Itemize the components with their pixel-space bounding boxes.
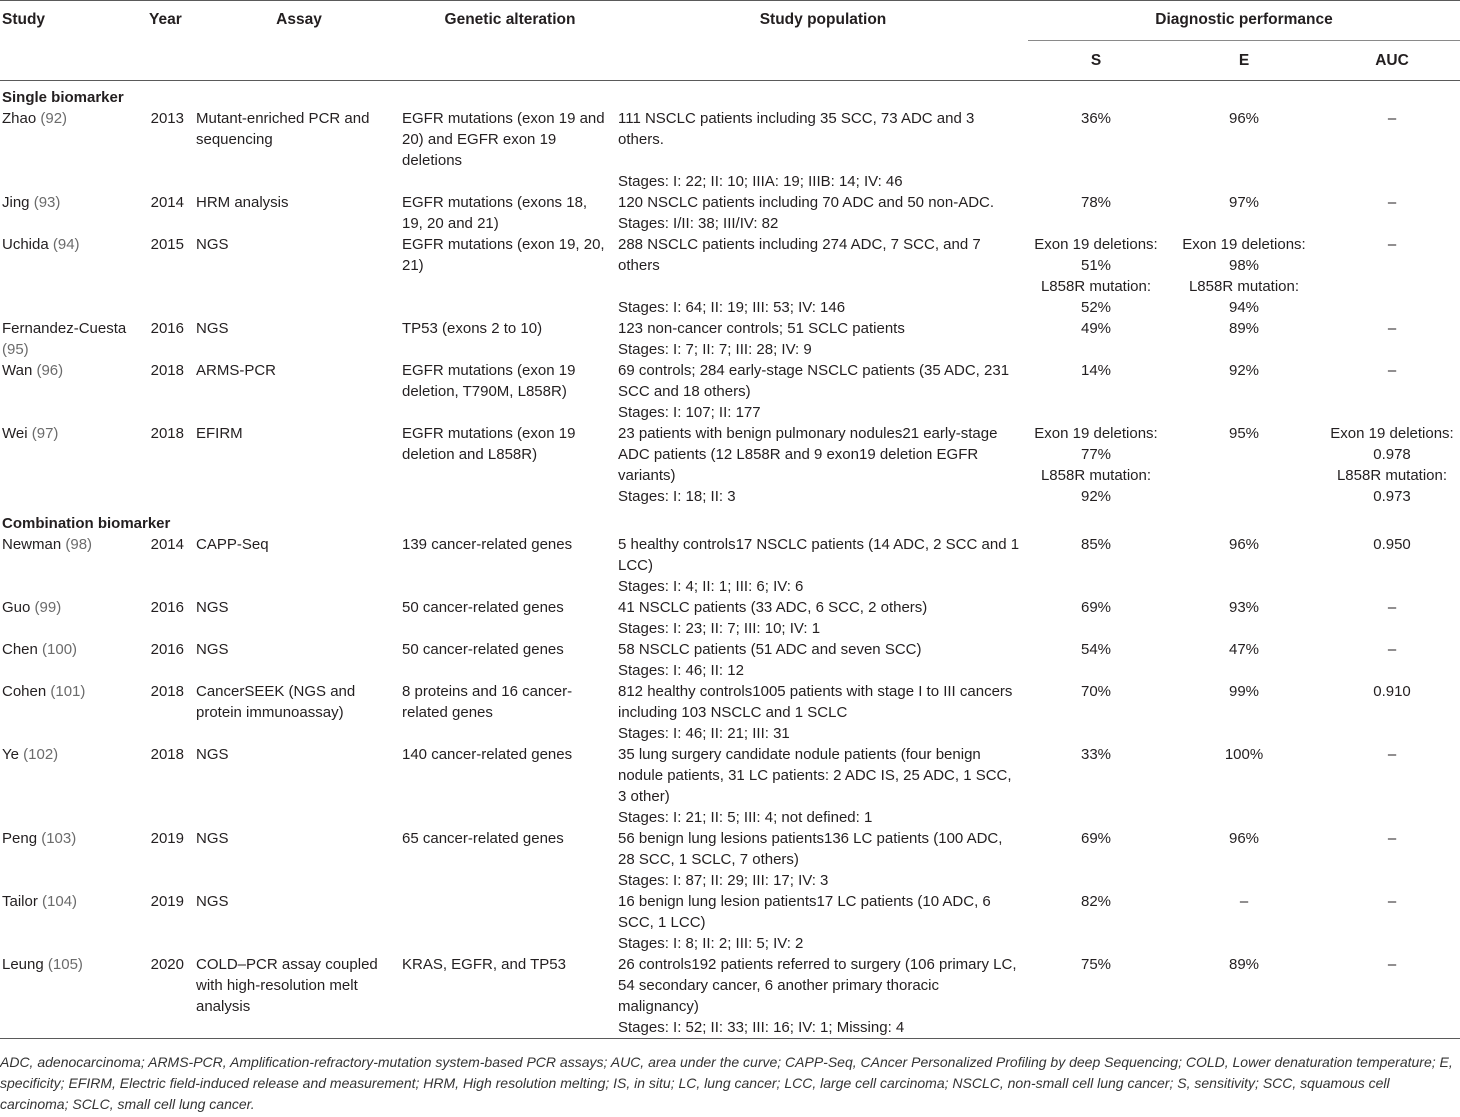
cell-genetic-alteration: EGFR mutations (exons 18, 19, 20 and 21)	[402, 194, 588, 232]
study-author: Peng	[2, 830, 38, 847]
cell-line: 33%	[1080, 746, 1112, 763]
cell-line: Stages: I: 22; II: 10; IIIA: 19; IIIB: 14; IV: 46	[618, 173, 903, 190]
header-year: Year	[134, 1, 196, 81]
cell-study-population	[618, 954, 1028, 1039]
cell-year: 2016	[150, 599, 184, 616]
cell-line: 96%	[1228, 830, 1260, 847]
cell-auc	[1324, 639, 1460, 681]
cell-line: Stages: I: 64; II: 19; III: 53; IV: 146	[618, 299, 846, 316]
cell-line: Stages: I: 8; II: 2; III: 5; IV: 2	[618, 935, 804, 952]
reference-link[interactable]: (96)	[36, 362, 64, 379]
cell-line: 96%	[1228, 110, 1260, 127]
cell-assay: NGS	[196, 236, 229, 253]
cell-line: –	[1387, 599, 1397, 616]
cell-line: –	[1387, 641, 1397, 658]
cell-study	[0, 423, 134, 507]
cell-year: 2019	[150, 893, 184, 910]
cell-year: 2014	[150, 194, 184, 211]
cell-line: Stages: I/II: 38; III/IV: 82	[618, 215, 779, 232]
table-row	[0, 597, 1460, 639]
reference-link[interactable]: (102)	[23, 746, 59, 763]
cell-genetic-alteration: 139 cancer-related genes	[402, 536, 573, 553]
section-heading-row	[0, 81, 1460, 109]
cell-assay: CAPP-Seq	[196, 536, 269, 553]
study-author: Leung	[2, 956, 44, 973]
cell-year: 2016	[150, 641, 184, 658]
cell-genetic-alteration: EGFR mutations (exon 19 deletion, T790M, L858R)	[402, 362, 576, 400]
cell-study	[0, 318, 134, 360]
cell-e	[1164, 639, 1324, 681]
cell-line: –	[1387, 320, 1397, 337]
cell-genetic-alteration: KRAS, EGFR, and TP53	[402, 954, 618, 1039]
study-author: Wan	[2, 362, 33, 379]
table-row	[0, 318, 1460, 360]
cell-study	[0, 744, 134, 828]
cell-auc	[1324, 534, 1460, 597]
cell-study	[0, 597, 134, 639]
cell-e	[1164, 744, 1324, 828]
cell-line: 100%	[1224, 746, 1264, 763]
cell-study-population	[618, 318, 1028, 360]
cell-e	[1164, 108, 1324, 192]
cell-line: –	[1239, 893, 1249, 910]
cell-s	[1028, 534, 1164, 597]
cell-assay: NGS	[196, 746, 229, 763]
study-author: Cohen	[2, 683, 47, 700]
study-author: Jing	[2, 194, 30, 211]
cell-assay: Mutant-enriched PCR and sequencing	[196, 110, 370, 148]
reference-link[interactable]: (94)	[52, 236, 80, 253]
table-body	[0, 81, 1460, 1039]
section-heading-row	[0, 507, 1460, 534]
reference-link[interactable]: (105)	[47, 956, 83, 973]
cell-e	[1164, 891, 1324, 954]
cell-s	[1028, 597, 1164, 639]
table-row	[0, 534, 1460, 597]
cell-line: 97%	[1228, 194, 1260, 211]
reference-link[interactable]: (95)	[2, 341, 29, 358]
cell-auc	[1324, 108, 1460, 192]
cell-e	[1164, 423, 1324, 507]
cell-line: –	[1387, 956, 1397, 973]
cell-s	[1028, 954, 1164, 1039]
cell-s	[1028, 192, 1164, 234]
cell-line: Exon 19 deletions:	[1330, 425, 1454, 442]
cell-line: 36%	[1080, 110, 1112, 127]
header-e: E	[1164, 41, 1324, 81]
cell-year: 2020	[134, 954, 196, 1039]
cell-line: 123 non-cancer controls; 51 SCLC patients	[618, 320, 905, 337]
cell-line: 92%	[1228, 362, 1260, 379]
cell-auc	[1324, 744, 1460, 828]
cell-line: 69%	[1080, 599, 1112, 616]
cell-e	[1164, 192, 1324, 234]
cell-line: Stages: I: 87; II: 29; III: 17; IV: 3	[618, 872, 829, 889]
cell-line: 94%	[1228, 299, 1260, 316]
cell-line: 92%	[1080, 488, 1112, 505]
header-auc: AUC	[1324, 41, 1460, 81]
cell-study	[0, 234, 134, 318]
cell-genetic-alteration	[402, 891, 618, 954]
cell-line: 51%	[1080, 257, 1112, 274]
table-row	[0, 954, 1460, 1039]
header-genetic-alteration: Genetic alteration	[402, 1, 618, 81]
study-author: Zhao	[2, 110, 37, 127]
cell-line: –	[1387, 893, 1397, 910]
cell-study-population	[618, 360, 1028, 423]
header-study: Study	[0, 1, 134, 81]
reference-link[interactable]: (98)	[65, 536, 93, 553]
cell-line: Stages: I: 21; II: 5; III: 4; not defined: 1	[618, 809, 873, 826]
table-footnote: ADC, adenocarcinoma; ARMS-PCR, Amplification-refractory-mutation system-based PCR assays; AUC, area under the curve; CAPP-Seq, CAncer Personalized Profiling by deep Sequencing; COLD, Lower denaturation temperature; E, specificity; EFIRM, Electric field-induced release and measurement; HRM, High resolution melting; IS, in situ; LC, lung cancer; LCC, large cell carcinoma; NSCLC, non-small cell lung cancer; S, sensitivity; SCC, squamous cell carcinoma; SCLC, small cell lung cancer.	[0, 1054, 1453, 1112]
header-assay: Assay	[196, 1, 402, 81]
table-row	[0, 108, 1460, 192]
study-author: Fernandez-Cuesta	[2, 320, 127, 337]
reference-link[interactable]: (92)	[40, 110, 68, 127]
cell-s	[1028, 108, 1164, 192]
cell-line: 288 NSCLC patients including 274 ADC, 7 SCC, and 7 others	[618, 236, 981, 274]
cell-line: 23 patients with benign pulmonary nodules21 early-stage ADC patients (12 L858R and 9 exon19 deletion EGFR variants)	[618, 425, 998, 484]
cell-assay: NGS	[196, 641, 229, 658]
cell-line: 120 NSCLC patients including 70 ADC and 50 non-ADC.	[618, 194, 995, 211]
cell-line: 89%	[1228, 320, 1260, 337]
reference-link[interactable]: (97)	[31, 425, 59, 442]
cell-assay: COLD–PCR assay coupled with high-resolution melt analysis	[196, 954, 402, 1039]
cell-line	[618, 276, 1022, 297]
cell-e	[1164, 681, 1324, 744]
cell-study	[0, 639, 134, 681]
cell-year: 2018	[150, 746, 184, 763]
cell-line: –	[1387, 236, 1397, 253]
reference-link[interactable]: (100)	[42, 641, 78, 658]
cell-year: 2015	[150, 236, 184, 253]
cell-year: 2019	[150, 830, 184, 847]
cell-line: Stages: I: 18; II: 3	[618, 488, 736, 505]
cell-year: 2016	[150, 320, 184, 337]
section-title: Single biomarker	[2, 89, 124, 106]
cell-line: 0.973	[1373, 488, 1411, 505]
cell-line: 0.950	[1373, 536, 1411, 553]
cell-line: 5 healthy controls17 NSCLC patients (14 ADC, 2 SCC and 1 LCC)	[618, 536, 1020, 574]
cell-assay: NGS	[196, 893, 229, 910]
cell-line: 58 NSCLC patients (51 ADC and seven SCC)	[618, 641, 922, 658]
cell-genetic-alteration: 50 cancer-related genes	[402, 641, 564, 658]
cell-line: Stages: I: 23; II: 7; III: 10; IV: 1	[618, 620, 821, 637]
cell-genetic-alteration: EGFR mutations (exon 19 and 20) and EGFR exon 19 deletions	[402, 110, 605, 169]
cell-auc	[1324, 681, 1460, 744]
cell-study	[0, 108, 134, 192]
study-author: Wei	[2, 425, 28, 442]
cell-e	[1164, 234, 1324, 318]
cell-s	[1028, 360, 1164, 423]
cell-line: L858R mutation:	[1040, 278, 1152, 295]
reference-link[interactable]: (103)	[41, 830, 77, 847]
reference-link[interactable]: (93)	[33, 194, 61, 211]
cell-assay: NGS	[196, 830, 229, 847]
cell-study-population	[618, 597, 1028, 639]
cell-line: 70%	[1080, 683, 1112, 700]
cell-line: –	[1387, 110, 1397, 127]
cell-line: 54%	[1080, 641, 1112, 658]
cell-line: L858R mutation:	[1040, 467, 1152, 484]
cell-line: Exon 19 deletions:	[1034, 425, 1158, 442]
cell-line: Stages: I: 4; II: 1; III: 6; IV: 6	[618, 578, 804, 595]
cell-assay: HRM analysis	[196, 194, 289, 211]
cell-line: 49%	[1080, 320, 1112, 337]
cell-study-population	[618, 234, 1028, 318]
cell-study-population	[618, 192, 1028, 234]
cell-line: L858R mutation:	[1188, 278, 1300, 295]
cell-genetic-alteration: 8 proteins and 16 cancer-related genes	[402, 683, 573, 721]
header-diagnostic-performance: Diagnostic performance	[1028, 1, 1460, 41]
cell-study-population	[618, 534, 1028, 597]
cell-auc	[1324, 318, 1460, 360]
cell-line: 77%	[1080, 446, 1112, 463]
study-author: Newman	[2, 536, 62, 553]
cell-assay: NGS	[196, 320, 229, 337]
cell-line: 0.910	[1373, 683, 1411, 700]
cell-year: 2018	[150, 683, 184, 700]
cell-study-population	[618, 681, 1028, 744]
cell-line: Exon 19 deletions:	[1034, 236, 1158, 253]
cell-year: 2014	[150, 536, 184, 553]
cell-study	[0, 192, 134, 234]
cell-line: Stages: I: 46; II: 12	[618, 662, 744, 679]
cell-study	[0, 360, 134, 423]
cell-study	[0, 891, 134, 954]
cell-line: 812 healthy controls1005 patients with stage I to III cancers including 103 NSCLC and 1 SCLC	[618, 683, 1013, 721]
cell-line: 41 NSCLC patients (33 ADC, 6 SCC, 2 others)	[618, 599, 928, 616]
cell-genetic-alteration: EGFR mutations (exon 19, 20, 21)	[402, 236, 605, 274]
cell-line: 78%	[1080, 194, 1112, 211]
table-row	[0, 828, 1460, 891]
cell-assay: CancerSEEK (NGS and protein immunoassay)	[196, 683, 356, 721]
table-row	[0, 234, 1460, 318]
cell-line: 75%	[1080, 956, 1112, 973]
cell-e	[1164, 534, 1324, 597]
study-author: Chen	[2, 641, 38, 658]
cell-auc	[1324, 597, 1460, 639]
cell-study-population	[618, 423, 1028, 507]
cell-s	[1028, 744, 1164, 828]
study-author: Tailor	[2, 893, 38, 910]
reference-link[interactable]: (104)	[42, 893, 78, 910]
cell-study-population	[618, 108, 1028, 192]
cell-line: L858R mutation:	[1336, 467, 1448, 484]
cell-line: Stages: I: 107; II: 177	[618, 404, 761, 421]
cell-line: 69 controls; 284 early-stage NSCLC patients (35 ADC, 231 SCC and 18 others)	[618, 362, 1010, 400]
cell-line: 111 NSCLC patients including 35 SCC, 73 ADC and 3 others.	[618, 110, 975, 148]
cell-line: 26 controls192 patients referred to surgery (106 primary LC, 54 secondary cancer, 6 another primary thoracic malignancy)	[618, 956, 1017, 1015]
cell-auc	[1324, 360, 1460, 423]
cell-line	[618, 150, 1022, 171]
cell-genetic-alteration: 50 cancer-related genes	[402, 599, 564, 616]
table-row	[0, 639, 1460, 681]
cell-e	[1164, 318, 1324, 360]
cell-line: 95%	[1228, 425, 1260, 442]
cell-line: 69%	[1080, 830, 1112, 847]
cell-line: Stages: I: 52; II: 33; III: 16; IV: 1; Missing: 4	[618, 1019, 905, 1036]
cell-s	[1028, 681, 1164, 744]
cell-e	[1164, 954, 1324, 1039]
cell-s	[1028, 234, 1164, 318]
cell-assay: NGS	[196, 599, 229, 616]
cell-study	[0, 681, 134, 744]
cell-assay: ARMS-PCR	[196, 362, 277, 379]
cell-line: 85%	[1080, 536, 1112, 553]
cell-e	[1164, 597, 1324, 639]
cell-line: 35 lung surgery candidate nodule patients (four benign nodule patients, 31 LC patients: 2 ADC IS, 25 ADC, 1 SCC, 3 other)	[618, 746, 1012, 805]
cell-line: 82%	[1080, 893, 1112, 910]
cell-line: 98%	[1228, 257, 1260, 274]
cell-study-population	[618, 891, 1028, 954]
cell-study-population	[618, 639, 1028, 681]
cell-genetic-alteration: 65 cancer-related genes	[402, 830, 564, 847]
cell-line: 99%	[1228, 683, 1260, 700]
cell-genetic-alteration: EGFR mutations (exon 19 deletion and L858R)	[402, 425, 576, 463]
cell-line: 93%	[1228, 599, 1260, 616]
cell-s	[1028, 423, 1164, 507]
table-row	[0, 891, 1460, 954]
cell-auc	[1324, 234, 1460, 318]
cell-genetic-alteration: TP53 (exons 2 to 10)	[402, 320, 543, 337]
cell-auc	[1324, 192, 1460, 234]
cell-s	[1028, 828, 1164, 891]
reference-link[interactable]: (99)	[34, 599, 62, 616]
cell-auc	[1324, 891, 1460, 954]
study-author: Ye	[2, 746, 19, 763]
cell-line: 14%	[1080, 362, 1112, 379]
cell-s	[1028, 639, 1164, 681]
cell-line: –	[1387, 362, 1397, 379]
cell-e	[1164, 828, 1324, 891]
cell-line: –	[1387, 746, 1397, 763]
section-title: Combination biomarker	[2, 515, 171, 532]
cell-study-population	[618, 828, 1028, 891]
cell-s	[1028, 891, 1164, 954]
cell-line: 56 benign lung lesions patients136 LC patients (100 ADC, 28 SCC, 1 SCLC, 7 others)	[618, 830, 1003, 868]
cell-line: Stages: I: 7; II: 7; III: 28; IV: 9	[618, 341, 812, 358]
reference-link[interactable]: (101)	[50, 683, 86, 700]
cell-line: 47%	[1228, 641, 1260, 658]
cell-line: 96%	[1228, 536, 1260, 553]
cell-auc	[1324, 954, 1460, 1039]
cell-auc	[1324, 828, 1460, 891]
cell-study	[0, 954, 134, 1039]
cell-line: –	[1387, 194, 1397, 211]
cell-line: 0.978	[1373, 446, 1411, 463]
cell-study	[0, 534, 134, 597]
study-author: Guo	[2, 599, 31, 616]
study-author: Uchida	[2, 236, 49, 253]
cell-line: Stages: I: 46; II: 21; III: 31	[618, 725, 790, 742]
cell-study-population	[618, 744, 1028, 828]
cell-assay: EFIRM	[196, 425, 243, 442]
cell-study	[0, 828, 134, 891]
cell-e	[1164, 360, 1324, 423]
cell-year: 2018	[150, 362, 184, 379]
table-row	[0, 360, 1460, 423]
cell-year: 2013	[150, 110, 184, 127]
table-row	[0, 744, 1460, 828]
table-row	[0, 423, 1460, 507]
cell-line: –	[1387, 830, 1397, 847]
cell-year: 2018	[150, 425, 184, 442]
header-study-population: Study population	[618, 1, 1028, 81]
header-row-1	[0, 1, 1460, 41]
cell-line: 89%	[1228, 956, 1260, 973]
cell-line: 52%	[1080, 299, 1112, 316]
cell-genetic-alteration: 140 cancer-related genes	[402, 746, 573, 763]
cell-line: Exon 19 deletions:	[1182, 236, 1306, 253]
table-row	[0, 681, 1460, 744]
cell-line: 16 benign lung lesion patients17 LC patients (10 ADC, 6 SCC, 1 LCC)	[618, 893, 991, 931]
cell-s	[1028, 318, 1164, 360]
cell-auc	[1324, 423, 1460, 507]
header-s: S	[1028, 41, 1164, 81]
table-row	[0, 192, 1460, 234]
